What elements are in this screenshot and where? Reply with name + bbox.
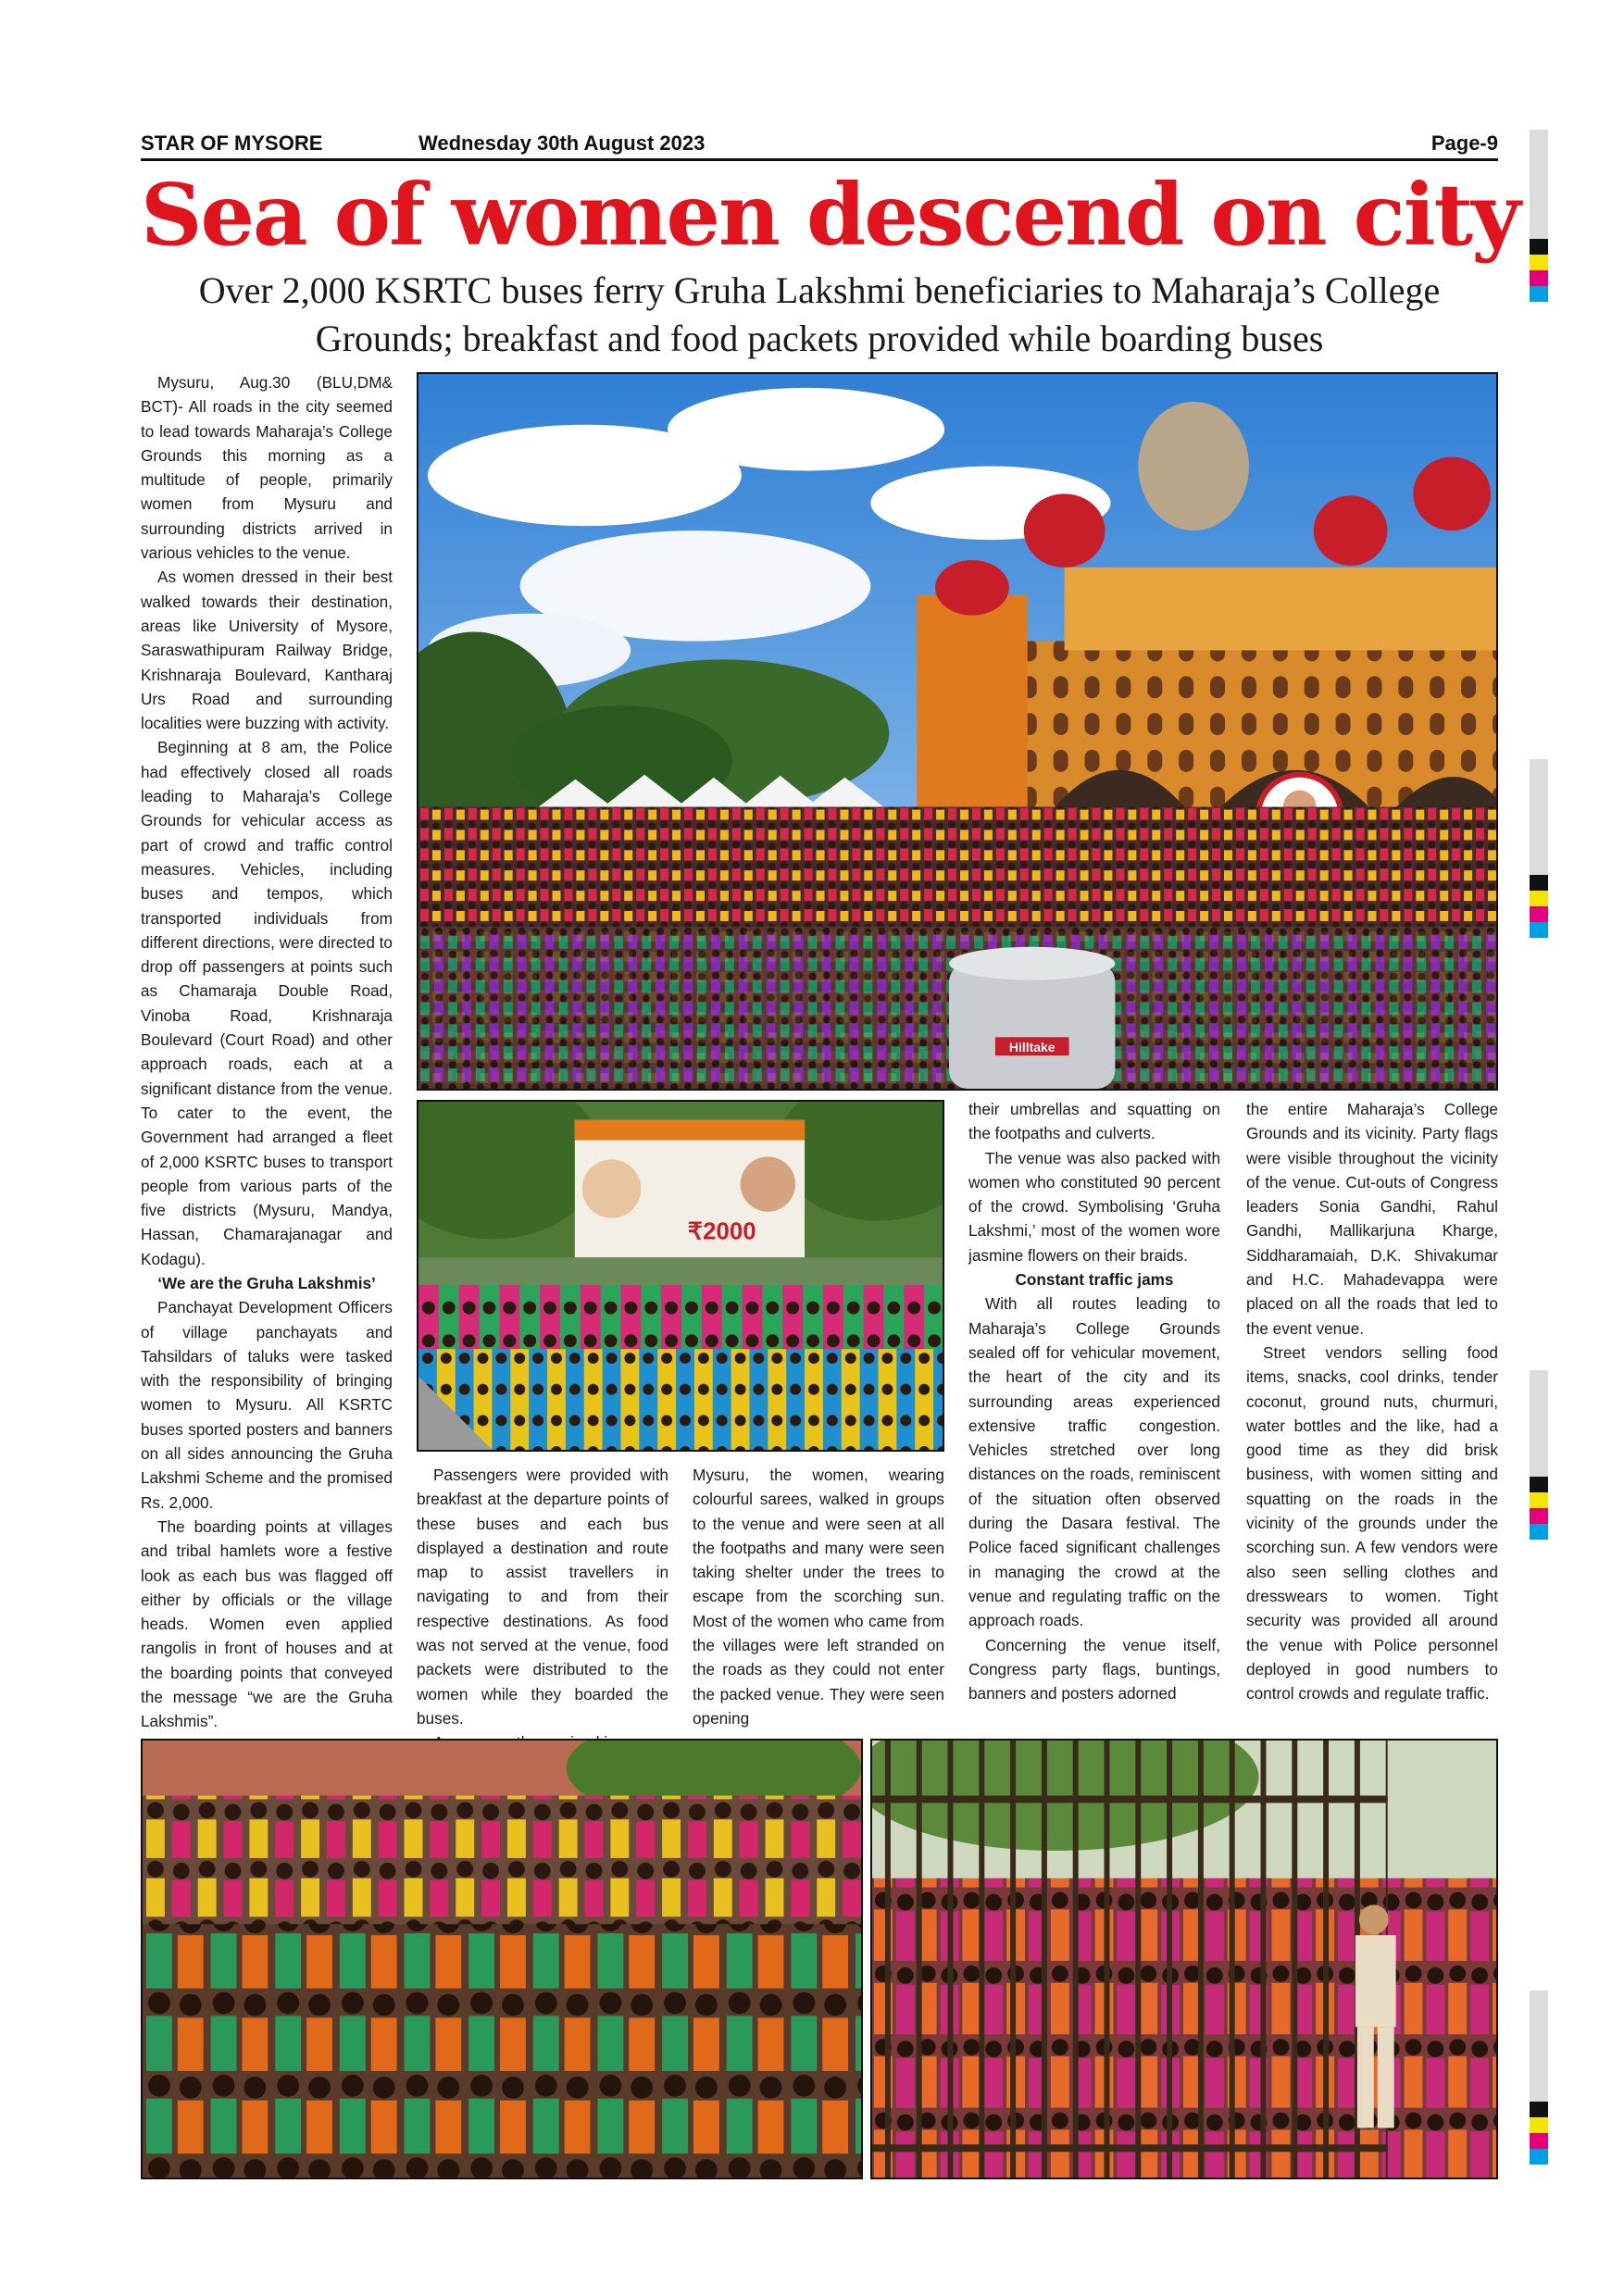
subheading-gruha-lakshmis: ‘We are the Gruha Lakshmis’ <box>157 1273 376 1292</box>
article-column-2 <box>417 1463 668 1755</box>
paragraph: Mysuru, Aug.30 (BLU,DM& BCT)- All roads in the city seemed to lead towards Maharaja’s College Grounds this morning as a multitude of people, primarily women from Mysuru and surrounding districts arrived in various vehicles to the venue. <box>141 373 393 563</box>
registration-mark <box>1530 1370 1548 1540</box>
gate-police-image <box>872 1741 1496 2177</box>
article-column-4 <box>968 1097 1220 1705</box>
subheadline-line2: Grounds; breakfast and food packets provided while boarding buses <box>315 318 1324 359</box>
article-column-3 <box>693 1463 944 1730</box>
photo-gate-police <box>870 1739 1498 2179</box>
article-column-1 <box>141 370 393 1734</box>
headline: Sea of women descend on city <box>141 165 1519 265</box>
issue-date: Wednesday 30th August 2023 <box>418 131 706 155</box>
registration-mark <box>1530 759 1548 938</box>
paragraph: the entire Maharaja’s College Grounds and its vicinity. Party flags were visible throughout the vicinity of the venue. Cut-outs of Congress leaders Sonia Gandhi, Rahul Gandhi, Mallikarjuna Kharge, Siddharamaiah, D.K. Shivakumar and H.C. Mahadevappa were placed on all the roads that led to the event venue. <box>1246 1100 1498 1338</box>
page-header <box>141 130 1498 161</box>
vessel-brand-text: Hilltake <box>1008 1040 1056 1055</box>
paragraph: Panchayat Development Officers of village panchayats and Tahsildars of taluks were tasked with the responsibility of bringing women to Mysuru. All KSRTC buses sported posters and banners on all sides announcing the Gruha Lakshmi Scheme and the promised Rs. 2,000. <box>141 1298 393 1512</box>
paragraph: Mysuru, the women, wearing colourful sarees, walked in groups to the venue and were seen at all the footpaths and many were seen taking shelter under the trees to escape from the scorching sun. Most of the women who came from the villages were left stranded on the roads as they could not enter the packed venue. They were seen opening <box>693 1466 944 1728</box>
paragraph: Beginning at 8 am, the Police had effectively closed all roads leading to Maharaja’s College Grounds for vehicular access as part of crowd and traffic control measures. Vehicles, including buses and tempos, which transported individuals from different directions, were directed to drop off passengers at points such as Chamaraja Double Road, Vinoba Road, Krishnaraja Boulevard (Court Road) and other approach roads, each at a significant distance from the venue. To cater to the event, the Government had arranged a fleet of 2,000 KSRTC buses to transport people from various parts of the five districts (Mysuru, Mandya, Hassan, Chamarajanagar and Kodagu). <box>141 738 393 1268</box>
registration-mark <box>1530 130 1548 302</box>
paragraph: As women dressed in their best walked towards their destination, areas like University of Mysore, Saraswathipuram Railway Bridge, Krishnaraja Boulevard, Kantharaj Urs Road and surrounding localities were buzzing with activity. <box>141 568 393 733</box>
newspaper-name: STAR OF MYSORE <box>141 131 323 155</box>
paragraph: With all routes leading to Maharaja’s College Grounds sealed off for vehicular movement, the heart of the city and its surrounding areas experienced extensive traffic congestion. Vehicles stretched over long distances on the roads, reminiscent of the situation often observed during the Dasara festival. The Police faced significant challenges in managing the crowd at the venue and regulating traffic on the approach roads. <box>968 1294 1220 1630</box>
subheading-traffic-jams: Constant traffic jams <box>1015 1270 1174 1290</box>
paragraph: Passengers were provided with breakfast at the departure points of these buses and each bus displayed a destination and route map to assist travellers in navigating to and from their respective destinations. As food was not served at the venue, food packets were distributed to the women while they boarded the buses. <box>417 1466 668 1728</box>
banner-amount-text: ₹2000 <box>687 1218 756 1245</box>
registration-mark <box>1530 1990 1548 2165</box>
walking-crowd-image <box>143 1741 861 2177</box>
paragraph: Concerning the venue itself, Congress party flags, buntings, banners and posters adorned <box>968 1635 1220 1703</box>
subheadline-line1: Over 2,000 KSRTC buses ferry Gruha Lakshmi beneficiaries to Maharaja’s College <box>198 269 1441 311</box>
article-column-5 <box>1246 1097 1498 1705</box>
seated-women-image <box>418 1102 943 1450</box>
main-photo-palace-crowd <box>417 372 1498 1091</box>
paragraph: The venue was also packed with women who constituted 90 percent of the crowd. Symbolising ‘Gruha Lakshmi,’ most of the women wore jasmine flowers on their braids. <box>968 1148 1220 1265</box>
paragraph: Street vendors selling food items, snacks, cool drinks, tender coconut, ground nuts, churmuri, water bottles and the like, had a good time as they did brisk business, with women sitting and squatting on the roads in the vicinity of the grounds under the scorching sun. A few vendors were also seen selling clothes and dresswears to women. Tight security was provided all around the venue with Police personnel deployed in good numbers to control crowds and regulate traffic. <box>1246 1342 1498 1703</box>
photo-women-walking <box>141 1739 863 2179</box>
photo-women-seated-banner <box>417 1100 944 1452</box>
page-number: Page-9 <box>1430 131 1498 155</box>
paragraph: their umbrellas and squatting on the footpaths and culverts. <box>968 1100 1220 1143</box>
paragraph: The boarding points at villages and tribal hamlets wore a festive look as each bus was flagged off either by officials or the village heads. Women even applied rangolis in front of houses and at the boarding points that conveyed the message “we are the Gruha Lakshmis”. <box>141 1516 393 1731</box>
palace-crowd-image <box>418 374 1496 1089</box>
